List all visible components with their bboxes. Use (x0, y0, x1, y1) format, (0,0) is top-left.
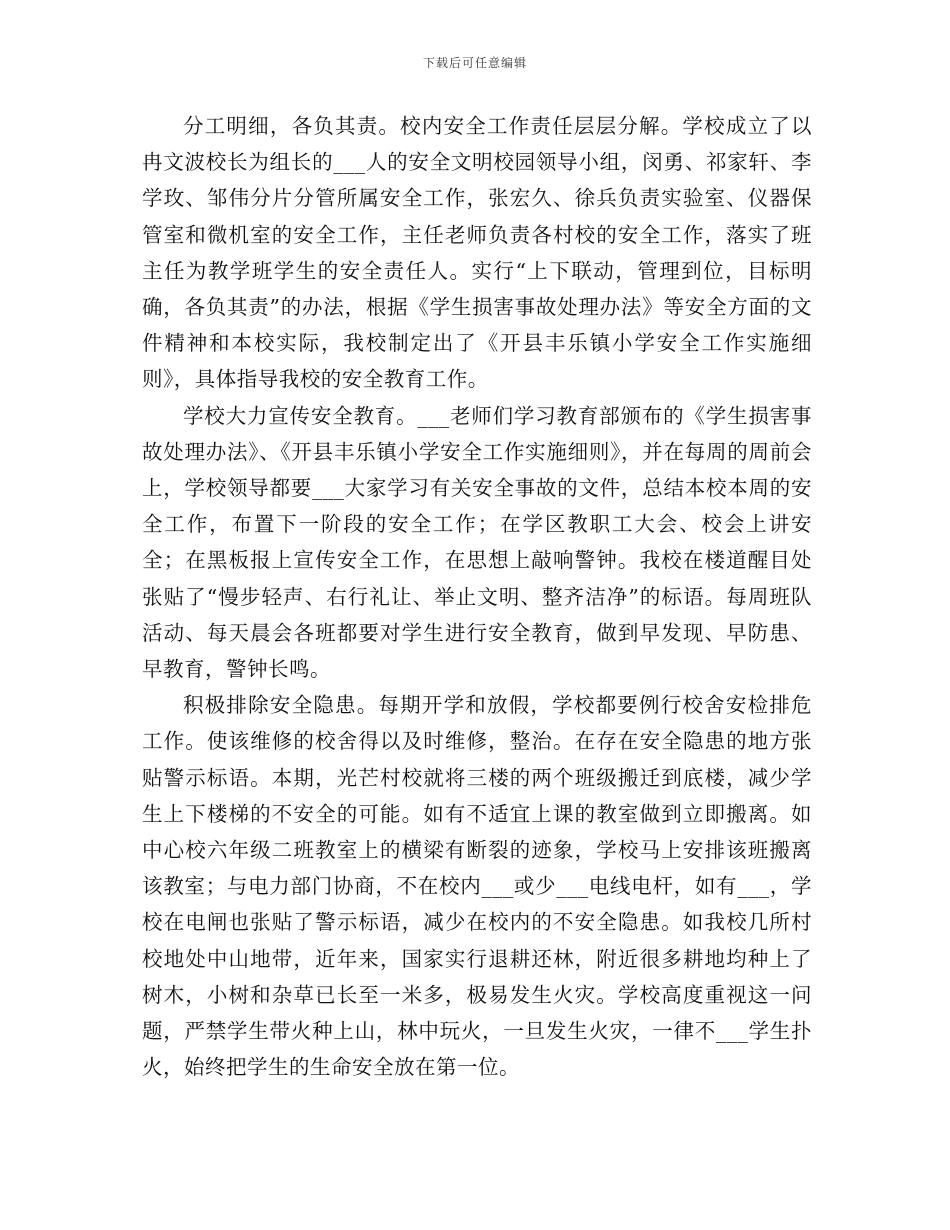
paragraph-hazards: 积极排除安全隐患。每期开学和放假，学校都要例行校舍安检排危工作。使该维修的校舍得以及时维修，整治。在存在安全隐患的地方张贴警示标语。本期，光芒村校就将三楼的两个班级搬迁到底楼，减少学生上下楼梯的不安全的可能。如有不适宜上课的教室做到立即搬离。如中心校六年级二班教室上的横梁有断裂的迹象，学校马上安排该班搬离该教室；与电力部门协商，不在校内___或少___电线电杆，如有___，学校在电闸也张贴了警示标语，减少在校内的不安全隐患。如我校几所村校地处中山地带，近年来，国家实行退耕还林，附近很多耕地均种上了树木，小树和杂草已长至一米多，极易发生火灾。学校高度重视这一问题，严禁学生带火种上山，林中玩火，一旦发生火灾，一律不___学生扑火，始终把学生的生命安全放在第一位。 (142, 693, 812, 1080)
paragraph-responsibility: 分工明细，各负其责。校内安全工作责任层层分解。学校成立了以冉文波校长为组长的___人的安全文明校园领导小组，闵勇、祁家轩、李学玫、邹伟分片分管所属安全工作，张宏久、徐兵负责实验室、仪器保管室和微机室的安全工作，主任老师负责各村校的安全工作，落实了班主任为教学班学生的安全责任人。实行“上下联动，管理到位，目标明确，各负其责”的办法，根据《学生损害事故处理办法》等安全方面的文件精神和本校实际，我校制定出了《开县丰乐镇小学安全工作实施细则》，具体指导我校的安全教育工作。 (142, 114, 812, 392)
document-body (142, 108, 812, 1085)
page-header: 下载后可任意编辑 (422, 56, 527, 70)
paragraph-publicity: 学校大力宣传安全教育。___老师们学习教育部颁布的《学生损害事故处理办法》、《开县丰乐镇小学安全工作实施细则》，并在每周的周前会上，学校领导都要___大家学习有关安全事故的文件，总结本校本周的安全工作，布置下一阶段的安全工作；在学区教职工大会、校会上讲安全；在黑板报上宣传安全工作，在思想上敲响警钟。我校在楼道醒目处张贴了“慢步轻声、右行礼让、举止文明、整齐洁净”的标语。每周班队活动、每天晨会各班都要对学生进行安全教育，做到早发现、早防患、早教育，警钟长鸣。 (142, 403, 812, 682)
